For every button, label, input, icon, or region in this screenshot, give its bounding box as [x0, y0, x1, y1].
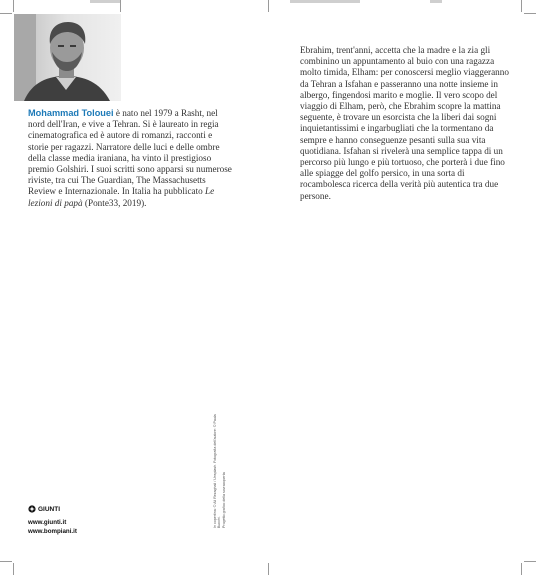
- author-name: Mohammad Tolouei: [28, 108, 114, 118]
- crop-mark: [521, 563, 522, 575]
- author-photo: [14, 14, 121, 101]
- crop-mark: [0, 561, 12, 562]
- author-bio-text-end: (Ponte33, 2019).: [82, 197, 147, 208]
- synopsis-text: Ebrahim, trent'anni, accetta che la madre e la zia gli combinino un appuntamento al buio con una ragazza molto timida, Elham: per conoscersi meglio viaggeranno da Tehran a Isfahan e passeranno una notte insieme in albergo, fingendosi marito e moglie. Il vero scopo del viaggio di Elham, però, che Ebrahim scopre la mattina seguente, è trovare un esorcista che la liberi dai sogni inquietantissimi e ingarbugliati che la tormentano da sempre e hanno conseguenze pesanti sulla sua vita quotidiana. Isfahan si rivelerà una semplice tappa di un percorso più lungo e più tortuoso, che porterà i due fino alle spiagge del golfo persico, in una sorta di rocambolesca ricerca della verità più autentica tra due persone.: [300, 45, 509, 201]
- cover-credits: [213, 408, 226, 528]
- crop-mark: [524, 13, 536, 14]
- url-giunti: www.giunti.it: [28, 519, 67, 526]
- crop-mark: [13, 0, 14, 12]
- publisher-logo: [28, 504, 60, 514]
- crop-mark: [268, 563, 269, 575]
- top-bleed-strip-center: [290, 0, 360, 3]
- url-bompiani: www.bompiani.it: [28, 528, 77, 535]
- giunti-logo-icon: [28, 505, 36, 513]
- crop-mark: [521, 0, 522, 12]
- book-synopsis: [300, 45, 515, 202]
- publisher-logo-text: GIUNTI: [38, 505, 61, 513]
- author-bio: [28, 108, 233, 209]
- credits-line-2: Progetto grafico della sovracoperta: [221, 472, 226, 528]
- crop-mark: [268, 0, 269, 12]
- credits-line-1: In copertina: © Ali Rezaghali / Unsplash. Fotografia dell'autore: © Paula Bucchi.: [213, 414, 222, 528]
- author-portrait-image: [14, 14, 121, 101]
- top-bleed-strip-left: [90, 0, 120, 3]
- crop-mark: [13, 563, 14, 575]
- author-bio-text: è nato nel 1979 a Rasht, nel nord dell'Iran, e vive a Tehran. Si è laureato in regia cinematografica ed è autore di romanzi, racconti e storie per ragazzi. Narratore delle luci e delle ombre della classe media iraniana, ha vinto il prestigioso premio Golshiri. I suoi scritti sono apparsi su numerose riviste, tra cui The Guardian, The Massachusetts Review e Internazionale. In Italia ha pubblicato: [28, 108, 232, 197]
- crop-mark: [120, 0, 121, 12]
- publisher-urls: [28, 518, 77, 536]
- top-bleed-strip-right: [430, 0, 442, 3]
- previous-book-title: Le lezioni di papà: [28, 186, 215, 208]
- crop-mark: [0, 13, 12, 14]
- crop-mark: [524, 561, 536, 562]
